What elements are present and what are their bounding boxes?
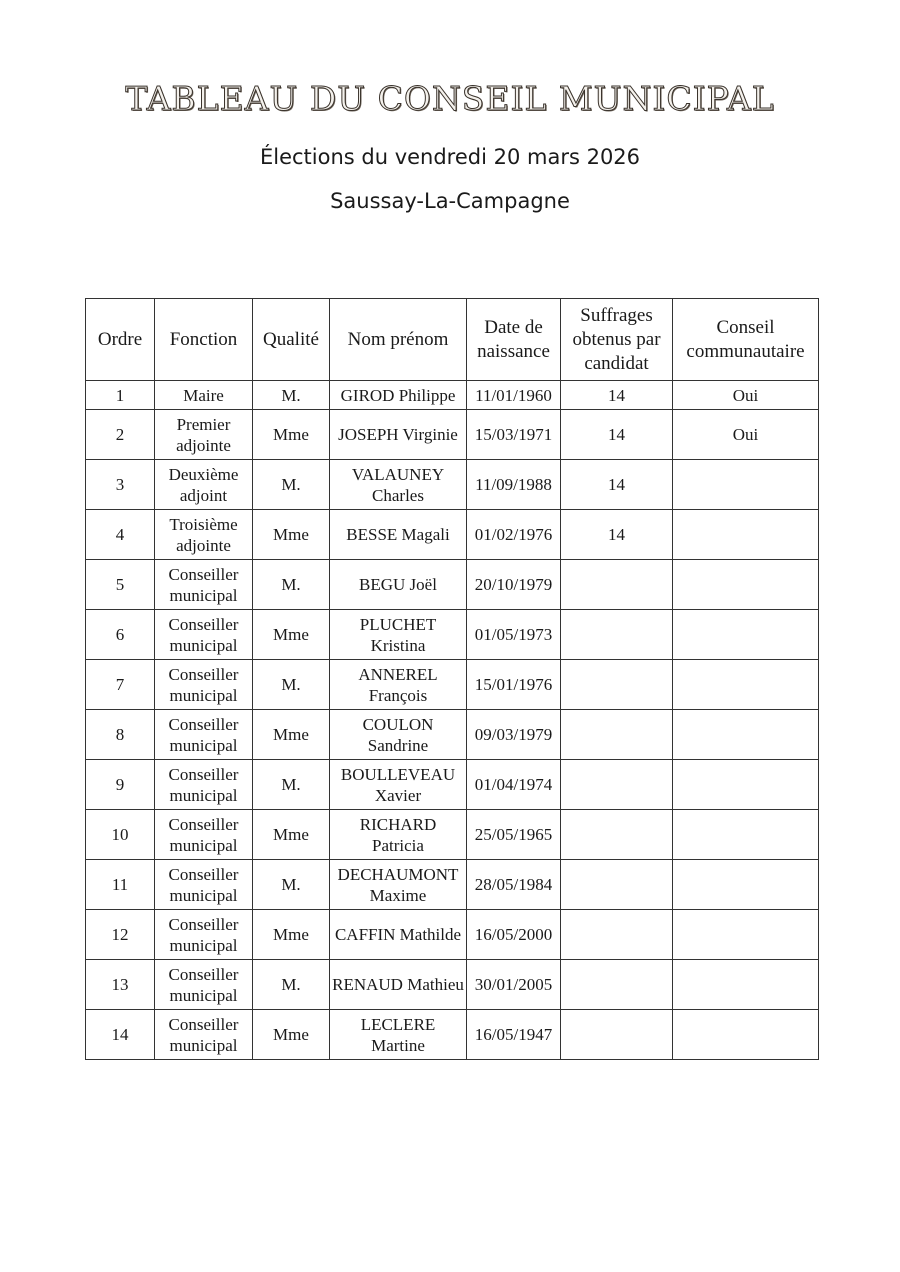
cell-nom-prenom: ANNEREL François bbox=[330, 660, 467, 710]
cell-fonction: Conseiller municipal bbox=[155, 960, 253, 1010]
cell-ordre: 10 bbox=[86, 810, 155, 860]
column-header-conseil-communautaire: Conseil communautaire bbox=[673, 299, 819, 381]
cell-fonction: Conseiller municipal bbox=[155, 860, 253, 910]
table-row bbox=[86, 1010, 819, 1060]
table-row bbox=[86, 960, 819, 1010]
cell-ordre: 7 bbox=[86, 660, 155, 710]
commune-name: Saussay-La-Campagne bbox=[330, 189, 570, 213]
cell-nom-prenom: DECHAUMONT Maxime bbox=[330, 860, 467, 910]
cell-date-naissance: 28/05/1984 bbox=[467, 860, 561, 910]
cell-conseil-communautaire bbox=[673, 960, 819, 1010]
cell-suffrages bbox=[561, 810, 673, 860]
cell-conseil-communautaire bbox=[673, 560, 819, 610]
cell-qualite: Mme bbox=[253, 410, 330, 460]
cell-conseil-communautaire bbox=[673, 760, 819, 810]
cell-suffrages: 14 bbox=[561, 460, 673, 510]
cell-date-naissance: 01/05/1973 bbox=[467, 610, 561, 660]
cell-nom-prenom: COULON Sandrine bbox=[330, 710, 467, 760]
cell-qualite: M. bbox=[253, 660, 330, 710]
cell-conseil-communautaire bbox=[673, 460, 819, 510]
cell-ordre: 9 bbox=[86, 760, 155, 810]
table-row bbox=[86, 910, 819, 960]
cell-conseil-communautaire bbox=[673, 860, 819, 910]
cell-nom-prenom: GIROD Philippe bbox=[330, 381, 467, 410]
cell-suffrages: 14 bbox=[561, 381, 673, 410]
cell-date-naissance: 25/05/1965 bbox=[467, 810, 561, 860]
cell-conseil-communautaire: Oui bbox=[673, 381, 819, 410]
cell-ordre: 5 bbox=[86, 560, 155, 610]
cell-conseil-communautaire bbox=[673, 710, 819, 760]
table-row bbox=[86, 810, 819, 860]
cell-date-naissance: 09/03/1979 bbox=[467, 710, 561, 760]
table-row bbox=[86, 710, 819, 760]
cell-fonction: Conseiller municipal bbox=[155, 560, 253, 610]
cell-ordre: 3 bbox=[86, 460, 155, 510]
cell-ordre: 14 bbox=[86, 1010, 155, 1060]
cell-qualite: M. bbox=[253, 960, 330, 1010]
table-header-row bbox=[86, 299, 819, 381]
cell-nom-prenom: PLUCHET Kristina bbox=[330, 610, 467, 660]
cell-nom-prenom: JOSEPH Virginie bbox=[330, 410, 467, 460]
cell-qualite: Mme bbox=[253, 610, 330, 660]
cell-qualite: M. bbox=[253, 381, 330, 410]
page-title: TABLEAU DU CONSEIL MUNICIPAL bbox=[125, 79, 775, 118]
cell-fonction: Conseiller municipal bbox=[155, 910, 253, 960]
column-header-date-naissance: Date de naissance bbox=[467, 299, 561, 381]
cell-ordre: 2 bbox=[86, 410, 155, 460]
cell-date-naissance: 11/09/1988 bbox=[467, 460, 561, 510]
table-row bbox=[86, 560, 819, 610]
cell-fonction: Deuxième adjoint bbox=[155, 460, 253, 510]
cell-date-naissance: 16/05/2000 bbox=[467, 910, 561, 960]
cell-nom-prenom: LECLERE Martine bbox=[330, 1010, 467, 1060]
cell-ordre: 4 bbox=[86, 510, 155, 560]
cell-qualite: Mme bbox=[253, 710, 330, 760]
table-row bbox=[86, 510, 819, 560]
cell-date-naissance: 20/10/1979 bbox=[467, 560, 561, 610]
column-header-suffrages: Suffrages obtenus par candidat bbox=[561, 299, 673, 381]
cell-qualite: Mme bbox=[253, 910, 330, 960]
cell-date-naissance: 16/05/1947 bbox=[467, 1010, 561, 1060]
cell-ordre: 8 bbox=[86, 710, 155, 760]
cell-suffrages bbox=[561, 610, 673, 660]
column-header-ordre: Ordre bbox=[86, 299, 155, 381]
cell-suffrages: 14 bbox=[561, 510, 673, 560]
cell-nom-prenom: RENAUD Mathieu bbox=[330, 960, 467, 1010]
cell-ordre: 11 bbox=[86, 860, 155, 910]
cell-suffrages bbox=[561, 960, 673, 1010]
cell-nom-prenom: BEGU Joël bbox=[330, 560, 467, 610]
cell-ordre: 1 bbox=[86, 381, 155, 410]
cell-date-naissance: 15/03/1971 bbox=[467, 410, 561, 460]
cell-nom-prenom: VALAUNEY Charles bbox=[330, 460, 467, 510]
cell-conseil-communautaire: Oui bbox=[673, 410, 819, 460]
cell-conseil-communautaire bbox=[673, 910, 819, 960]
cell-conseil-communautaire bbox=[673, 1010, 819, 1060]
cell-ordre: 6 bbox=[86, 610, 155, 660]
cell-date-naissance: 01/02/1976 bbox=[467, 510, 561, 560]
cell-qualite: M. bbox=[253, 860, 330, 910]
cell-qualite: M. bbox=[253, 760, 330, 810]
table-row bbox=[86, 610, 819, 660]
cell-suffrages bbox=[561, 860, 673, 910]
cell-qualite: Mme bbox=[253, 510, 330, 560]
cell-suffrages: 14 bbox=[561, 410, 673, 460]
cell-qualite: M. bbox=[253, 460, 330, 510]
table-row bbox=[86, 381, 819, 410]
cell-fonction: Conseiller municipal bbox=[155, 810, 253, 860]
table-row bbox=[86, 410, 819, 460]
cell-date-naissance: 01/04/1974 bbox=[467, 760, 561, 810]
election-date: Élections du vendredi 20 mars 2026 bbox=[259, 145, 641, 169]
column-header-qualite: Qualité bbox=[253, 299, 330, 381]
cell-suffrages bbox=[561, 910, 673, 960]
cell-date-naissance: 30/01/2005 bbox=[467, 960, 561, 1010]
cell-conseil-communautaire bbox=[673, 610, 819, 660]
cell-fonction: Maire bbox=[155, 381, 253, 410]
column-header-nom-prenom: Nom prénom bbox=[330, 299, 467, 381]
cell-date-naissance: 11/01/1960 bbox=[467, 381, 561, 410]
cell-nom-prenom: BESSE Magali bbox=[330, 510, 467, 560]
cell-date-naissance: 15/01/1976 bbox=[467, 660, 561, 710]
cell-qualite: M. bbox=[253, 560, 330, 610]
cell-nom-prenom: RICHARD Patricia bbox=[330, 810, 467, 860]
cell-fonction: Conseiller municipal bbox=[155, 760, 253, 810]
cell-fonction: Premier adjointe bbox=[155, 410, 253, 460]
cell-fonction: Conseiller municipal bbox=[155, 660, 253, 710]
cell-suffrages bbox=[561, 1010, 673, 1060]
cell-ordre: 12 bbox=[86, 910, 155, 960]
cell-fonction: Troisième adjointe bbox=[155, 510, 253, 560]
table-body bbox=[86, 381, 819, 1060]
cell-suffrages bbox=[561, 560, 673, 610]
cell-qualite: Mme bbox=[253, 1010, 330, 1060]
cell-ordre: 13 bbox=[86, 960, 155, 1010]
cell-conseil-communautaire bbox=[673, 810, 819, 860]
cell-conseil-communautaire bbox=[673, 510, 819, 560]
cell-fonction: Conseiller municipal bbox=[155, 710, 253, 760]
cell-suffrages bbox=[561, 760, 673, 810]
cell-fonction: Conseiller municipal bbox=[155, 1010, 253, 1060]
cell-suffrages bbox=[561, 710, 673, 760]
cell-suffrages bbox=[561, 660, 673, 710]
council-table bbox=[85, 298, 819, 1060]
table-row bbox=[86, 760, 819, 810]
table-row bbox=[86, 460, 819, 510]
cell-conseil-communautaire bbox=[673, 660, 819, 710]
cell-fonction: Conseiller municipal bbox=[155, 610, 253, 660]
cell-qualite: Mme bbox=[253, 810, 330, 860]
table-row bbox=[86, 660, 819, 710]
column-header-fonction: Fonction bbox=[155, 299, 253, 381]
table-row bbox=[86, 860, 819, 910]
cell-nom-prenom: BOULLEVEAU Xavier bbox=[330, 760, 467, 810]
cell-nom-prenom: CAFFIN Mathilde bbox=[330, 910, 467, 960]
